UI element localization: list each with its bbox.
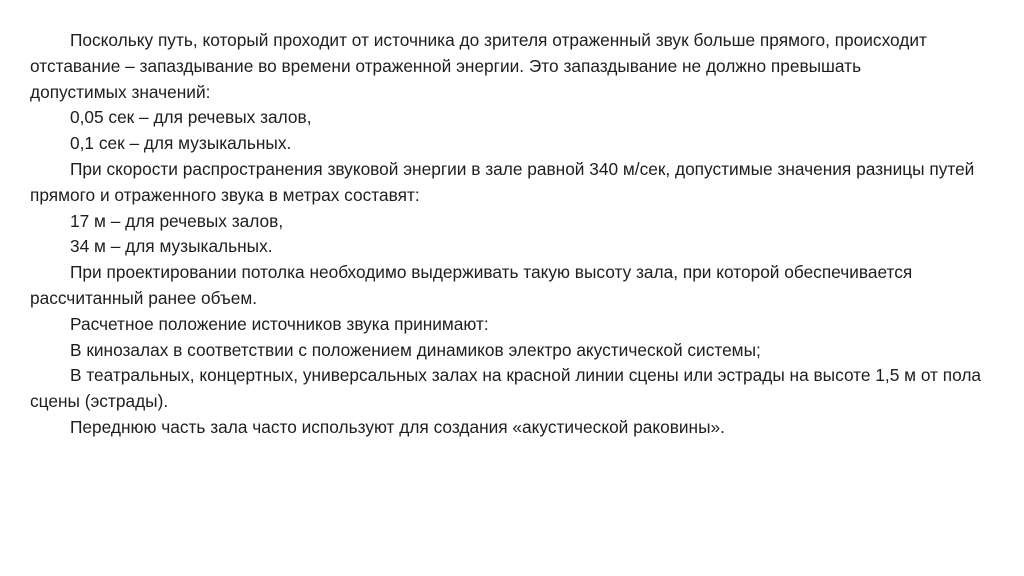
paragraph-ceiling-design: При проектировании потолка необходимо выдерживать такую высоту зала, при которой обеспечивается рассчитанный ранее объем. xyxy=(30,262,913,308)
list-item-cinema: В кинозалах в соответствии с положением динамиков электро акустической системы; xyxy=(70,339,761,360)
paragraph-path-delay: Поскольку путь, который проходит от источника до зрителя отраженный звук больше прямого, происходит отставание – запаздывание во времени отраженной энергии. Это запаздывание не должно превышать xyxy=(30,30,927,76)
list-item-theatre-concert: В театральных, концертных, универсальных залах на красной линии сцены или эстрады на высоте 1,5 м от пола сцены (эстрады). xyxy=(30,365,982,412)
paragraph-allowed-values: допустимых значений: xyxy=(30,81,211,102)
body-text xyxy=(30,28,990,441)
paragraph-source-position: Расчетное положение источников звука принимают: xyxy=(70,313,489,334)
list-item-music-halls-time: 0,1 сек – для музыкальных. xyxy=(70,133,292,154)
paragraph-sound-speed: При скорости распространения звуковой энергии в зале равной 340 м/сек, допустимые значения разницы путей прямого и отраженного звука в метрах составят: xyxy=(30,158,975,205)
list-item-speech-halls-time: 0,05 сек – для речевых залов, xyxy=(70,107,312,128)
list-item-music-halls-distance: 34 м – для музыкальных. xyxy=(70,236,273,257)
list-item-speech-halls-distance: 17 м – для речевых залов, xyxy=(70,210,284,231)
paragraph-acoustic-shell: Переднюю часть зала часто используют для создания «акустической раковины». xyxy=(70,416,725,437)
